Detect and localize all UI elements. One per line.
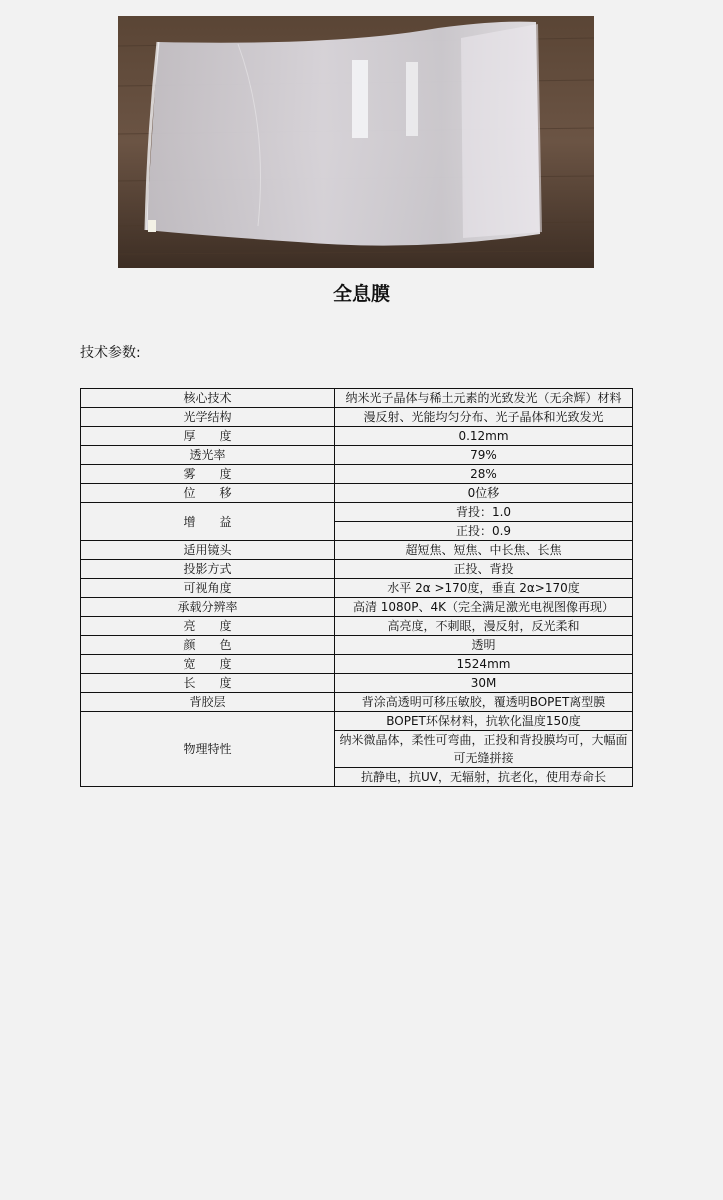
spec-key: 光学结构 xyxy=(81,408,335,427)
spec-value: 0.12mm xyxy=(335,427,633,446)
spec-value: 透明 xyxy=(335,636,633,655)
spec-key: 核心技术 xyxy=(81,389,335,408)
spec-key: 承载分辨率 xyxy=(81,598,335,617)
spec-key: 宽 度 xyxy=(81,655,335,674)
spec-value: 纳米微晶体，柔性可弯曲，正投和背投膜均可，大幅面可无缝拼接 xyxy=(335,731,633,768)
spec-value: 正投：0.9 xyxy=(335,522,633,541)
spec-key: 厚 度 xyxy=(81,427,335,446)
table-row xyxy=(81,598,633,617)
spec-value: BOPET环保材料，抗软化温度150度 xyxy=(335,712,633,731)
spec-value: 正投、背投 xyxy=(335,560,633,579)
table-row xyxy=(81,541,633,560)
spec-key: 背胶层 xyxy=(81,693,335,712)
spec-key: 雾 度 xyxy=(81,465,335,484)
spec-key: 适用镜头 xyxy=(81,541,335,560)
table-row xyxy=(81,636,633,655)
spec-value: 背投：1.0 xyxy=(335,503,633,522)
spec-value: 纳米光子晶体与稀土元素的光致发光（无余辉）材料 xyxy=(335,389,633,408)
spec-key: 物理特性 xyxy=(81,712,335,787)
table-row xyxy=(81,389,633,408)
spec-value: 抗静电，抗UV，无辐射，抗老化，使用寿命长 xyxy=(335,768,633,787)
spec-key: 可视角度 xyxy=(81,579,335,598)
spec-value: 超短焦、短焦、中长焦、长焦 xyxy=(335,541,633,560)
spec-value: 漫反射、光能均匀分布、光子晶体和光致发光 xyxy=(335,408,633,427)
spec-value: 30M xyxy=(335,674,633,693)
spec-value: 高清 1080P、4K（完全满足激光电视图像再现） xyxy=(335,598,633,617)
spec-value: 1524mm xyxy=(335,655,633,674)
table-row xyxy=(81,674,633,693)
spec-key: 投影方式 xyxy=(81,560,335,579)
spec-key: 颜 色 xyxy=(81,636,335,655)
spec-key: 位 移 xyxy=(81,484,335,503)
table-row xyxy=(81,408,633,427)
spec-key: 长 度 xyxy=(81,674,335,693)
spec-table xyxy=(80,388,633,787)
table-row xyxy=(81,560,633,579)
section-heading: 技术参数: xyxy=(80,345,141,361)
table-row xyxy=(81,446,633,465)
spec-key: 增 益 xyxy=(81,503,335,541)
spec-value: 79% xyxy=(335,446,633,465)
spec-key: 亮 度 xyxy=(81,617,335,636)
table-row xyxy=(81,465,633,484)
spec-key: 透光率 xyxy=(81,446,335,465)
table-row xyxy=(81,617,633,636)
spec-value: 0位移 xyxy=(335,484,633,503)
table-row xyxy=(81,655,633,674)
table-row xyxy=(81,484,633,503)
product-photo xyxy=(118,16,594,268)
page-title: 全息膜 xyxy=(332,283,390,305)
spec-value: 高亮度，不刺眼，漫反射，反光柔和 xyxy=(335,617,633,636)
table-row xyxy=(81,503,633,522)
spec-value: 28% xyxy=(335,465,633,484)
spec-value: 水平 2α >170度，垂直 2α>170度 xyxy=(335,579,633,598)
table-row xyxy=(81,579,633,598)
table-row xyxy=(81,693,633,712)
table-row xyxy=(81,427,633,446)
spec-value: 背涂高透明可移压敏胶，覆透明BOPET离型膜 xyxy=(335,693,633,712)
table-row xyxy=(81,712,633,731)
